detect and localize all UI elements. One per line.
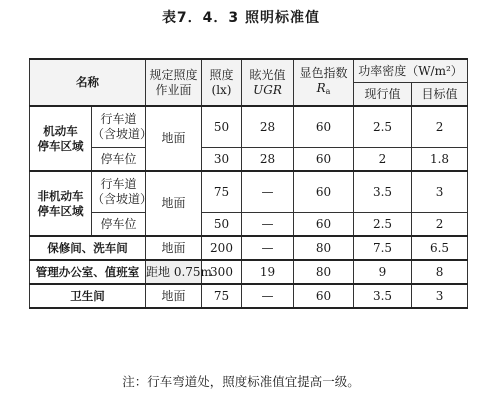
row-lux: 75 [202,171,242,213]
row-plane: 距地 0.75m [146,260,202,284]
row-target: 2 [412,213,468,237]
row-ugr: 28 [242,148,294,172]
row-target: 1.8 [412,148,468,172]
row-plane: 地面 [146,171,202,236]
group-motor-vehicle: 机动车 停车区域 [30,106,92,171]
row-ra: 60 [294,284,354,308]
row-name: 卫生间 [30,284,146,308]
row-sub-name: 停车位 [92,213,146,237]
row-ra: 60 [294,213,354,237]
row-target: 6.5 [412,236,468,260]
header-reference-plane: 规定照度 作业面 [146,59,202,106]
row-sub-name: 停车位 [92,148,146,172]
row-ra: 60 [294,148,354,172]
row-plane: 地面 [146,106,202,171]
row-name: 管理办公室、值班室 [30,260,146,284]
row-current: 2.5 [354,213,412,237]
row-current: 9 [354,260,412,284]
row-ra: 60 [294,171,354,213]
row-ra: 80 [294,236,354,260]
row-ugr: — [242,284,294,308]
row-target: 2 [412,106,468,148]
header-illuminance: 照度 (lx) [202,59,242,106]
lighting-standard-table [29,58,468,309]
row-plane: 地面 [146,284,202,308]
row-lux: 300 [202,260,242,284]
row-current: 2.5 [354,106,412,148]
header-power-density: 功率密度（W/m²） [354,59,468,83]
row-target: 3 [412,171,468,213]
footnote: 注：行车弯道处，照度标准值宜提高一级。 [122,374,360,389]
row-ugr: — [242,171,294,213]
header-current-value: 现行值 [354,83,412,107]
header-target-value: 目标值 [412,83,468,107]
row-lux: 30 [202,148,242,172]
row-lux: 50 [202,106,242,148]
header-ugr: 眩光值 UGR [242,59,294,106]
row-ugr: — [242,213,294,237]
row-current: 3.5 [354,171,412,213]
row-lux: 50 [202,213,242,237]
row-ra: 80 [294,260,354,284]
row-ugr: 28 [242,106,294,148]
row-sub-name: 行车道 （含坡道） [92,171,146,213]
row-current: 7.5 [354,236,412,260]
row-current: 2 [354,148,412,172]
row-sub-name: 行车道 （含坡道） [92,106,146,148]
row-name: 保修间、洗车间 [30,236,146,260]
row-target: 8 [412,260,468,284]
row-current: 3.5 [354,284,412,308]
row-target: 3 [412,284,468,308]
row-ugr: 19 [242,260,294,284]
row-plane: 地面 [146,236,202,260]
row-ra: 60 [294,106,354,148]
header-name: 名称 [30,59,146,106]
row-lux: 75 [202,284,242,308]
row-ugr: — [242,236,294,260]
row-lux: 200 [202,236,242,260]
header-ra: 显色指数 $R_a$ [294,59,354,106]
table-title: 表7．4．3 照明标准值 [161,10,321,26]
group-non-motor-vehicle: 非机动车 停车区域 [30,171,92,236]
